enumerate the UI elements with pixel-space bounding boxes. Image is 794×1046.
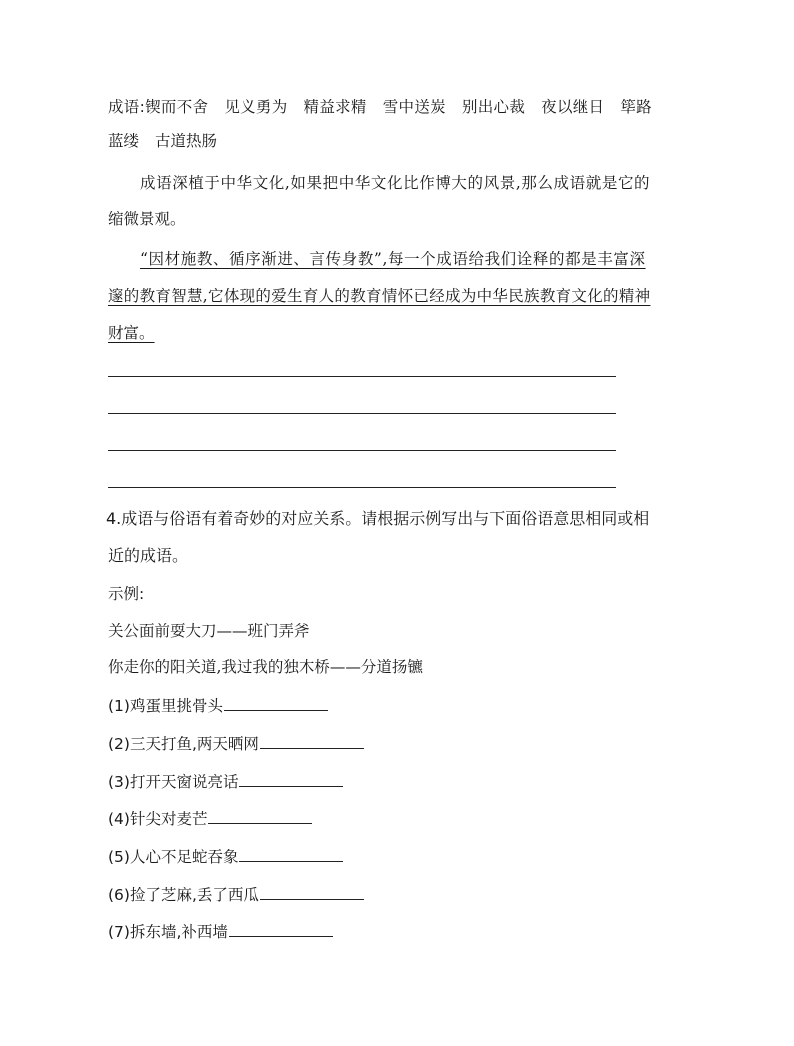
idiom-item: 精益求精 (303, 98, 367, 116)
proverb-item (108, 695, 328, 717)
example-line-1: “因材施教、循序渐进、言传身教”,每一个成语给我们诠释的都是丰富深 (140, 250, 646, 268)
answer-blank[interactable] (224, 710, 328, 711)
idiom-item: 见义勇为 (224, 98, 288, 116)
answer-blank[interactable] (260, 899, 364, 900)
answer-blank[interactable] (239, 861, 343, 862)
question-4-line-2: 近的成语。 (108, 546, 189, 565)
idiom-item: 雪中送炭 (382, 98, 446, 116)
idiom-item: 锲而不舍 (145, 98, 209, 116)
intro-line-1: 成语深植于中华文化,如果把中华文化比作博大的风景,那么成语就是它的 (140, 174, 651, 192)
example-line-2: 邃的教育智慧,它体现的爱生育人的教育情怀已经成为中华民族教育文化的精神 (108, 287, 651, 305)
writing-line[interactable] (108, 450, 616, 451)
writing-line[interactable] (108, 413, 616, 414)
proverb-text: (3)打开天窗说亮话 (108, 773, 239, 791)
answer-blank[interactable] (260, 748, 364, 749)
idiom-item: 古道热肠 (155, 132, 218, 150)
idiom-item: 筚路 (620, 98, 652, 116)
proverb-text: (5)人心不足蛇吞象 (108, 848, 239, 866)
example-line-3: 财富。 (108, 324, 155, 342)
example-proverb-1: 关公面前耍大刀——班门弄斧 (108, 622, 310, 640)
proverb-text: (4)针尖对麦芒 (108, 810, 208, 828)
proverb-item (108, 884, 364, 906)
idiom-prefix: 成语: (108, 98, 146, 116)
proverb-item (108, 846, 343, 868)
answer-blank[interactable] (229, 936, 333, 937)
proverb-item (108, 808, 312, 830)
proverb-text: (6)捡了芝麻,丢了西瓜 (108, 886, 259, 904)
proverb-text: (2)三天打鱼,两天晒网 (108, 735, 259, 753)
idiom-item: 蓝缕 (108, 132, 140, 150)
writing-line[interactable] (108, 487, 616, 488)
proverb-item (108, 921, 333, 943)
answer-blank[interactable] (239, 786, 343, 787)
idiom-item: 夜以继日 (541, 98, 605, 116)
proverb-text: (1)鸡蛋里挑骨头 (108, 697, 223, 715)
intro-line-2: 缩微景观。 (108, 210, 186, 228)
example-label: 示例: (108, 585, 145, 603)
idiom-list-line-1 (108, 96, 652, 118)
answer-blank[interactable] (208, 823, 312, 824)
proverb-item (108, 771, 343, 793)
idiom-list-line-2 (108, 130, 217, 152)
proverb-text: (7)拆东墙,补西墙 (108, 923, 228, 941)
example-proverb-2: 你走你的阳关道,我过我的独木桥——分道扬镳 (108, 658, 423, 676)
idiom-item: 别出心裁 (461, 98, 526, 116)
proverb-item (108, 733, 364, 755)
question-4-line-1: 4.成语与俗语有着奇妙的对应关系。请根据示例写出与下面俗语意思相同或相 (106, 509, 650, 528)
writing-line[interactable] (108, 376, 616, 377)
